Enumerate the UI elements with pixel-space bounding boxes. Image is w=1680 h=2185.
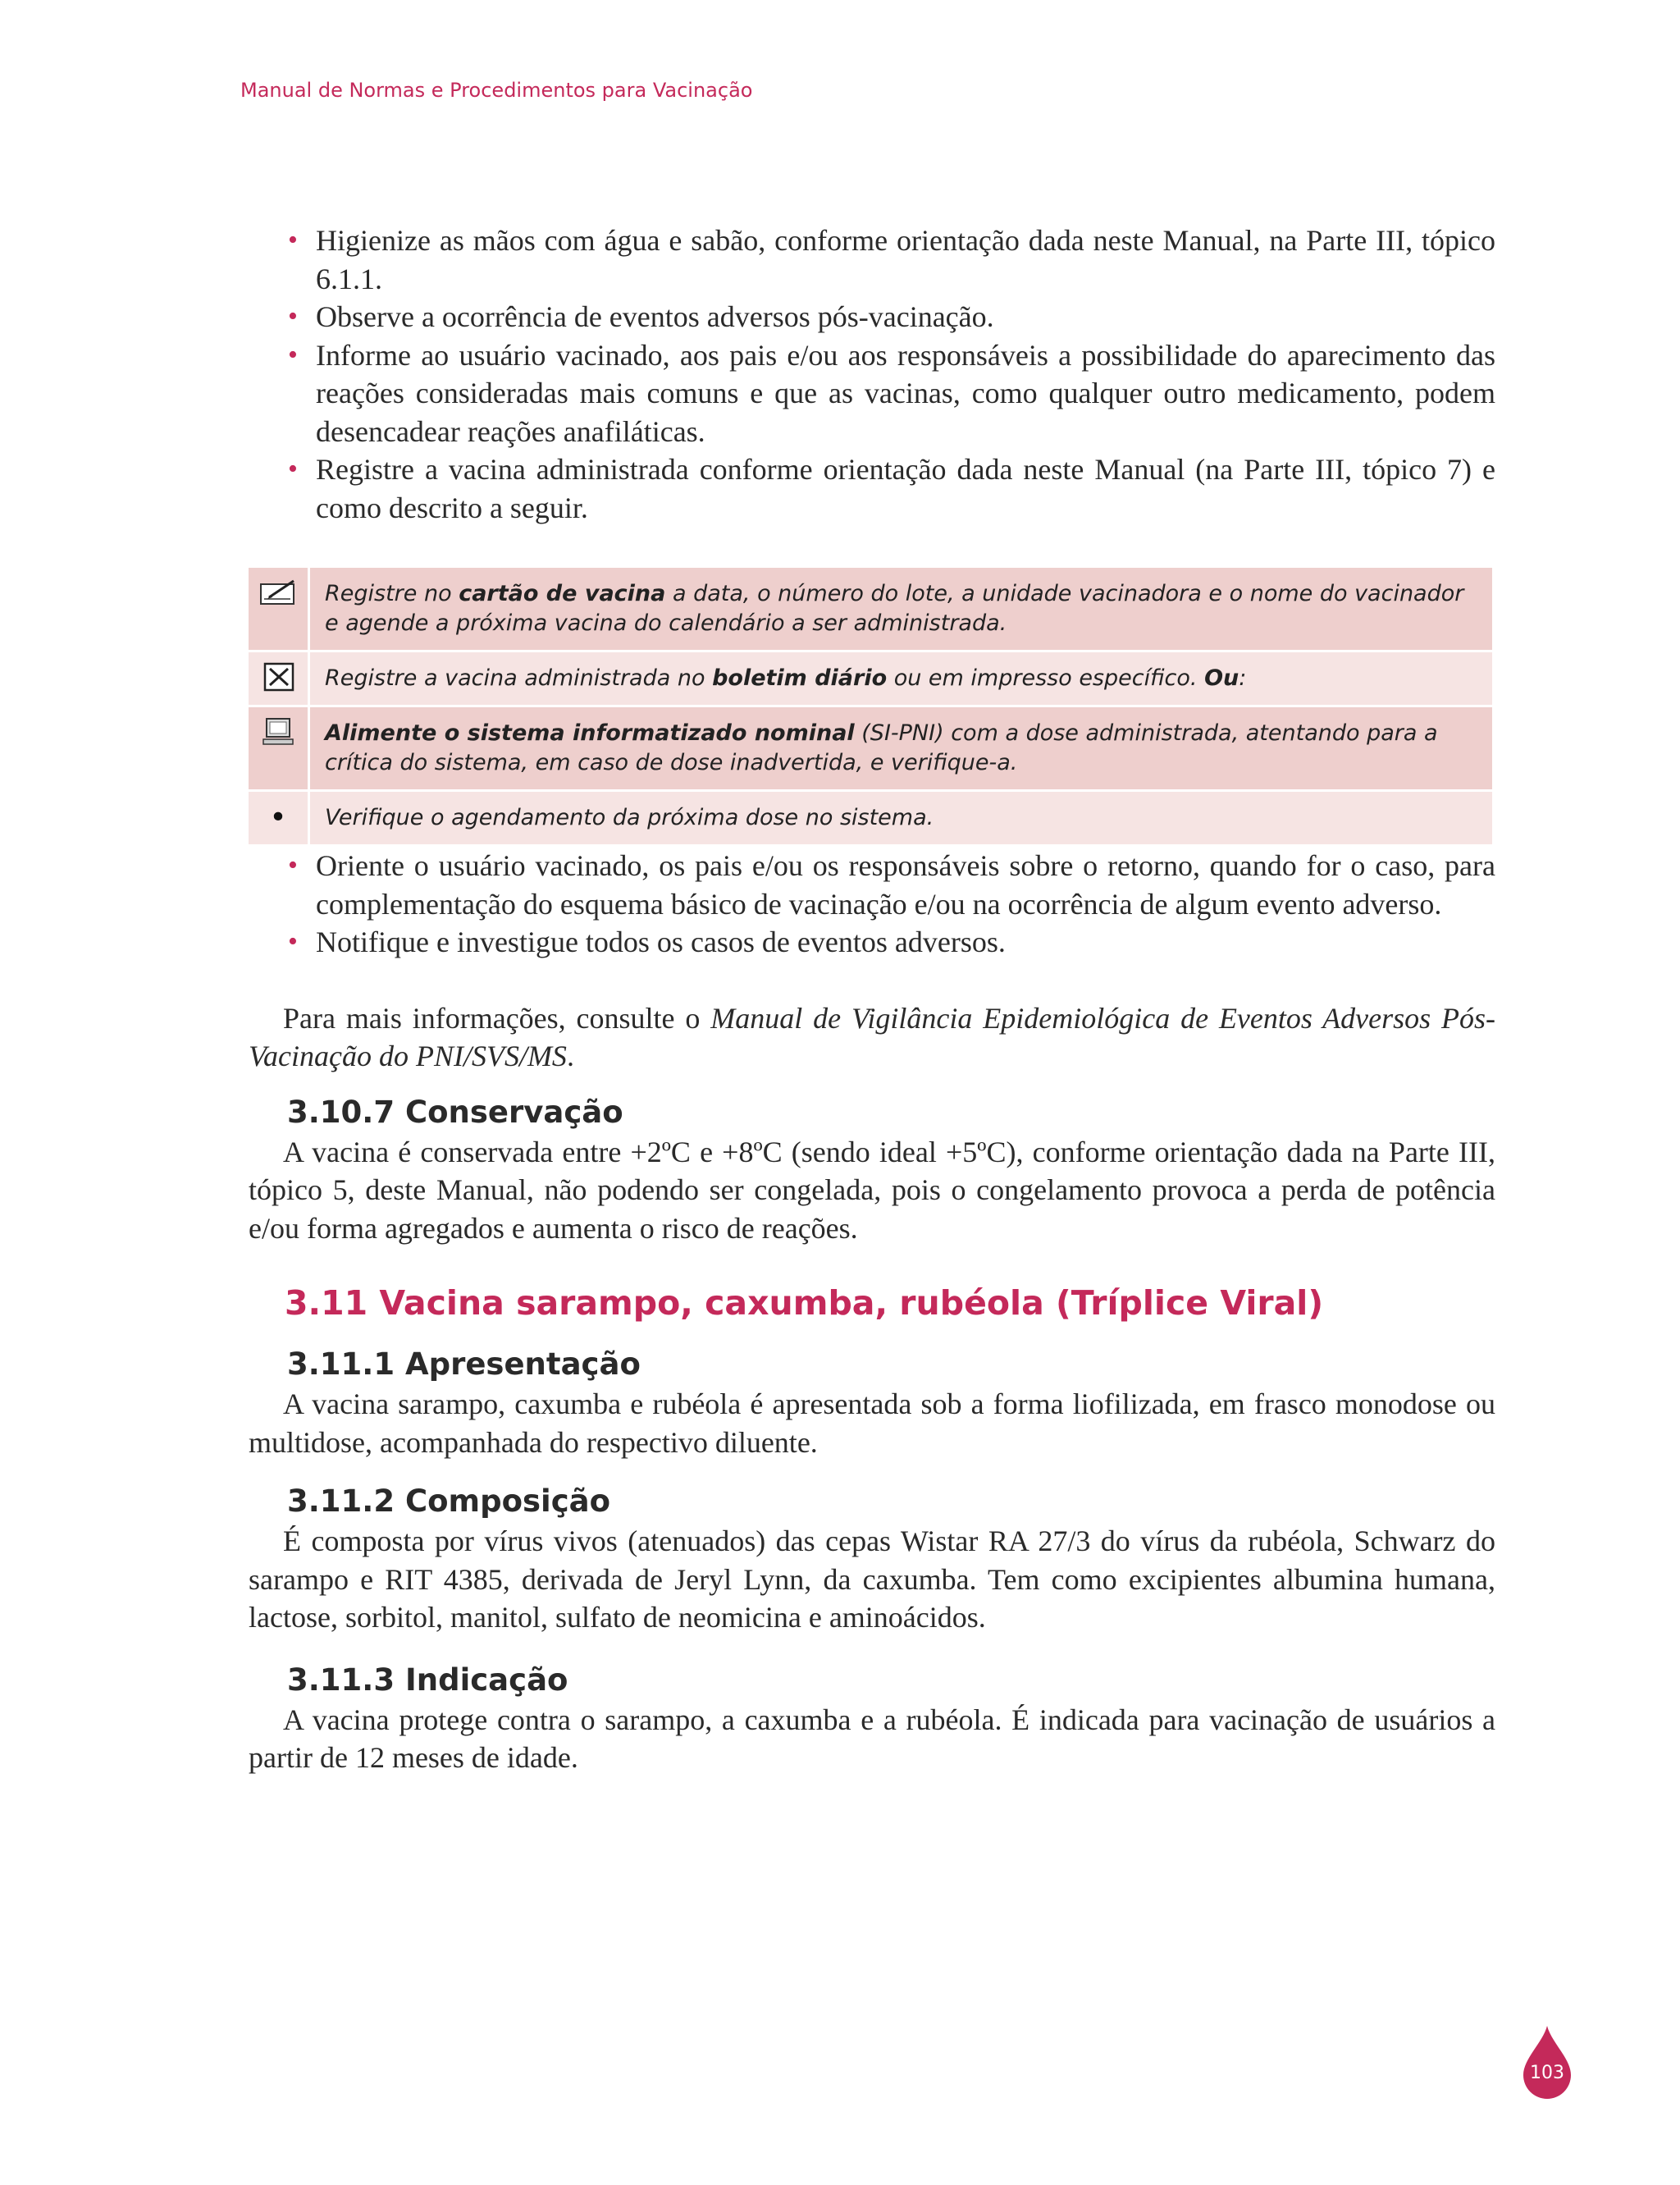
- list-item: • Registre a vacina administrada conforme orientação dada neste Manual (na Parte III, tópico 7) e como descrito a seguir.: [249, 450, 1495, 527]
- section-text-3-11-3: A vacina protege contra o sarampo, a caxumba e a rubéola. É indicada para vacinação de usuários a partir de 12 meses de idade.: [249, 1703, 1495, 1774]
- bullet-list-bottom: [249, 847, 1495, 962]
- box-row-vaccine-card: Registre no cartão de vacina a data, o número do lote, a unidade vacinadora e o nome do vacinador e agende a próxima vacina do calendário a ser administrada.: [249, 568, 1492, 652]
- section-title-3-11: 3.11 Vacina sarampo, caxumba, rubéola (Tríplice Viral): [285, 1283, 1324, 1323]
- running-header: Manual de Normas e Procedimentos para Vacinação: [240, 79, 753, 102]
- drop-icon: [1522, 2024, 1573, 2100]
- bullet-dot-icon: •: [288, 926, 298, 957]
- section-title-3-11-1: 3.11.1 Apresentação: [287, 1346, 641, 1382]
- bullet-dot-icon: •: [269, 801, 287, 834]
- list-item: • Observe a ocorrência de eventos adversos pós-vacinação.: [249, 298, 1495, 336]
- section-title-3-10-7: 3.10.7 Conservação: [287, 1094, 623, 1130]
- list-item: • Oriente o usuário vacinado, os pais e/ou os responsáveis sobre o retorno, quando for o caso, para complementação do esquema básico de vacinação e/ou na ocorrência de algum evento adverso.: [249, 847, 1495, 923]
- section-title-3-11-3: 3.11.3 Indicação: [287, 1662, 568, 1698]
- section-text-3-10-7: A vacina é conservada entre +2ºC e +8ºC (sendo ideal +5ºC), conforme orientação dada na Parte III, tópico 5, deste Manual, não podendo ser congelada, pois o congelamento provoca a perda de potência e/ou forma agregados e aumenta o risco de reações.: [249, 1135, 1495, 1245]
- box-row-daily-bulletin: Registre a vacina administrada no boletim diário ou em impresso específico. Ou:: [249, 652, 1492, 707]
- list-item: • Higienize as mãos com água e sabão, conforme orientação dada neste Manual, na Parte III, tópico 6.1.1.: [249, 222, 1495, 298]
- box-row-information-system: Alimente o sistema informatizado nominal (SI-PNI) com a dose administrada, atentando para a crítica do sistema, em caso de dose inadvertida, e verifique-a.: [249, 707, 1492, 792]
- pen-card-icon: [258, 578, 299, 607]
- bullet-dot-icon: •: [288, 225, 298, 255]
- x-box-icon: [258, 662, 299, 692]
- more-info-paragraph: Para mais informações, consulte o Manual de Vigilância Epidemiológica de Eventos Adversos Pós-Vacinação do PNI/SVS/MS.: [249, 1001, 1495, 1072]
- bullet-dot-icon: •: [288, 850, 298, 880]
- registration-box: [249, 568, 1492, 847]
- computer-icon: [258, 717, 299, 747]
- list-item: • Informe ao usuário vacinado, aos pais e/ou aos responsáveis a possibilidade do aparecimento das reações consideradas mais comuns e que as vacinas, como qualquer outro medicamento, podem desencadear reações anafiláticas.: [249, 336, 1495, 451]
- bullet-dot-icon: •: [288, 454, 298, 484]
- list-item: • Notifique e investigue todos os casos de eventos adversos.: [249, 923, 1495, 962]
- section-title-3-11-2: 3.11.2 Composição: [287, 1483, 611, 1519]
- page-number-badge: [1522, 2024, 1573, 2100]
- section-text-3-11-1: A vacina sarampo, caxumba e rubéola é apresentada sob a forma liofilizada, em frasco monodose ou multidose, acompanhada do respectivo diluente.: [249, 1387, 1495, 1459]
- bullet-list-top: [249, 222, 1495, 527]
- section-text-3-11-2: É composta por vírus vivos (atenuados) das cepas Wistar RA 27/3 do vírus da rubéola, Schwarz do sarampo e RIT 4385, derivada de Jeryl Lynn, da caxumba. Tem como excipientes albumina humana, lactose, sorbitol, manitol, sulfato de neomicina e aminoácidos.: [249, 1524, 1495, 1634]
- bullet-dot-icon: •: [288, 301, 298, 331]
- page-content: [249, 222, 1495, 1777]
- box-row-check-schedule: • Verifique o agendamento da próxima dose no sistema.: [249, 792, 1492, 847]
- bullet-dot-icon: •: [288, 339, 298, 370]
- page-number: 103: [1530, 2063, 1564, 2083]
